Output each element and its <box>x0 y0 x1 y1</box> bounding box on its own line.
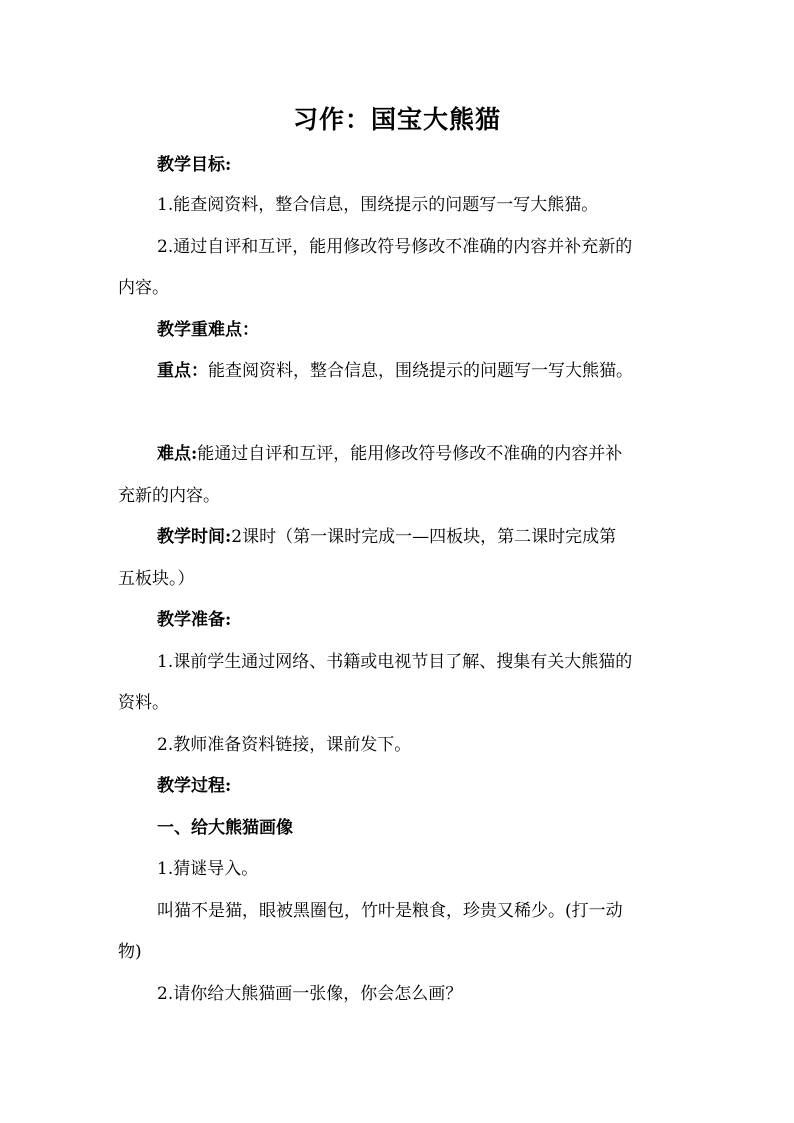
difficulty-line1 <box>157 439 717 464</box>
prep-heading: 教学准备: <box>157 610 232 630</box>
difficulty-line2: 充新的内容。 <box>118 486 220 506</box>
time-text-1: 2课时（第一课时完成一—四板块，第二课时完成第 <box>231 527 617 547</box>
keypoints-heading: 教学重难点： <box>157 320 259 340</box>
step-1: 1.猜谜导入。 <box>157 859 259 879</box>
step-2: 2.请你给大熊猫画一张像，你会怎么画？ <box>157 984 463 1004</box>
objective-2-line1: 2.通过自评和互评，能用修改符号修改不准确的内容并补充新的 <box>157 237 633 257</box>
key-point-line <box>157 356 717 381</box>
time-line2: 五板块。） <box>118 569 195 589</box>
time-label: 教学时间: <box>157 527 232 547</box>
difficulty-label: 难点: <box>157 444 198 464</box>
difficulty-text-1: 能通过自评和互评，能用修改符号修改不准确的内容并补 <box>197 444 623 464</box>
key-text: 能查阅资料，整合信息，围绕提示的问题写一写大熊猫。 <box>208 361 633 381</box>
prep-1-line1: 1.课前学生通过网络、书籍或电视节目了解、搜集有关大熊猫的 <box>157 652 633 672</box>
document-title: 习作：国宝大熊猫 <box>292 105 501 134</box>
riddle-line2: 物) <box>118 942 142 962</box>
riddle-line1: 叫猫不是猫，眼被黑圈包，竹叶是粮食，珍贵又稀少。(打一动 <box>157 901 623 921</box>
process-heading: 教学过程: <box>157 776 232 796</box>
time-line1 <box>157 522 717 547</box>
section-1-heading: 一、给大熊猫画像 <box>157 818 293 838</box>
objective-1: 1.能查阅资料，整合信息，围绕提示的问题写一写大熊猫。 <box>157 195 599 215</box>
prep-2: 2.教师准备资料链接，课前发下。 <box>157 735 412 755</box>
objective-2-line2: 内容。 <box>118 278 169 298</box>
key-label: 重点： <box>157 361 208 381</box>
objectives-heading: 教学目标: <box>157 155 232 175</box>
prep-1-line2: 资料。 <box>118 693 169 713</box>
